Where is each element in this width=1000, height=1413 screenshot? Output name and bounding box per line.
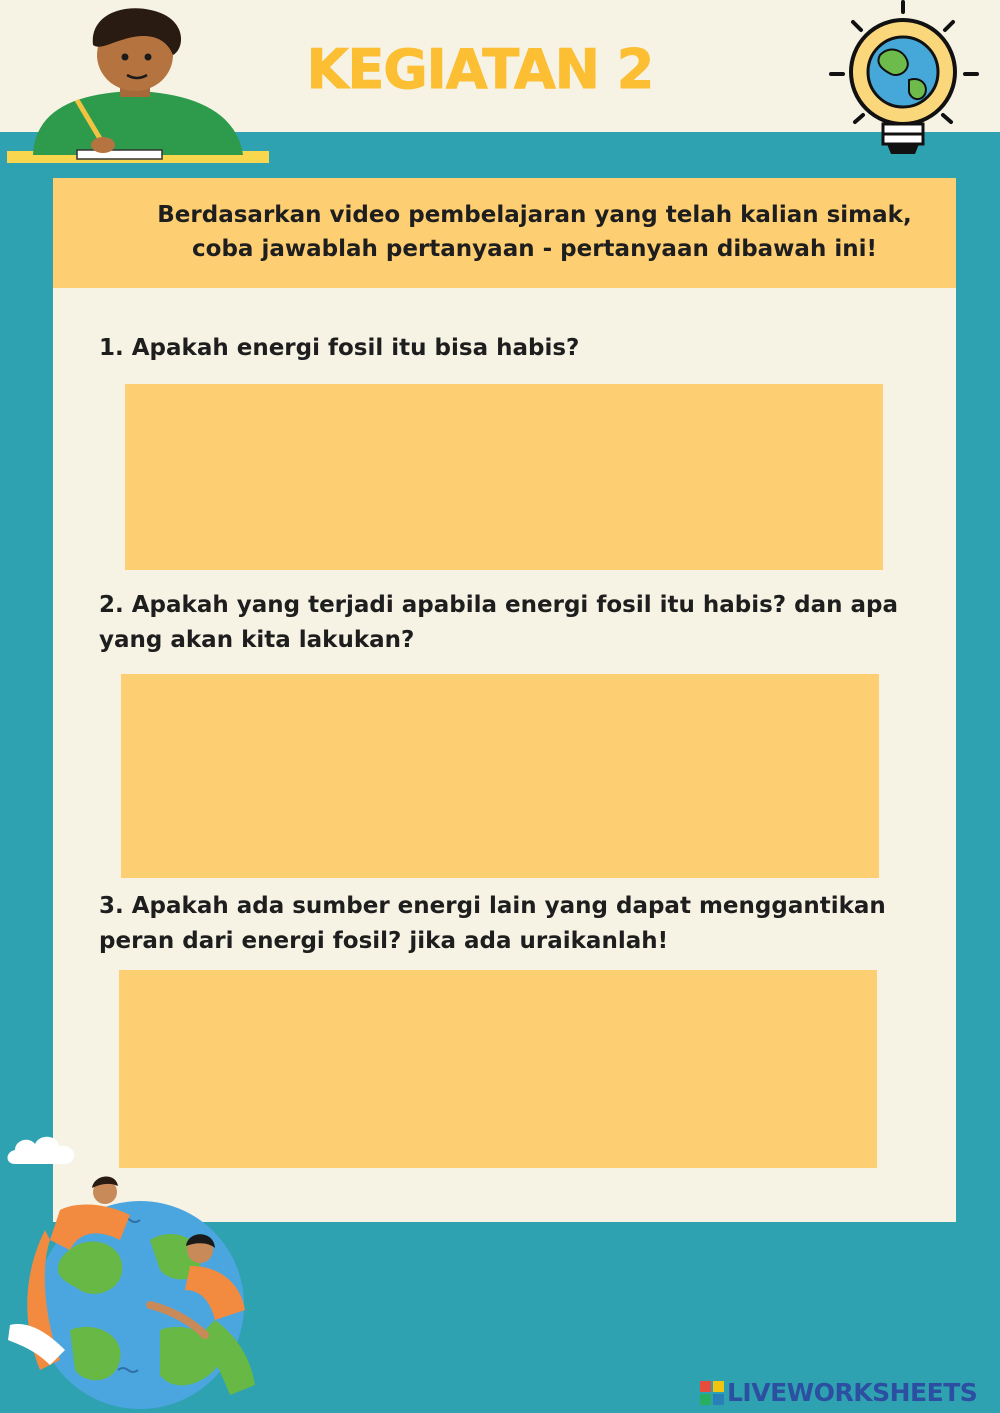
question-1-text: 1. Apakah energi fosil itu bisa habis?: [99, 335, 580, 361]
lightbulb-globe-icon: [825, 0, 985, 160]
liveworksheets-logo: [700, 1375, 995, 1411]
worksheet-card: [53, 178, 956, 1222]
question-3-text: 3. Apakah ada sumber energi lain yang dapat menggantikan peran dari energi fosil? jika ada uraikanlah!: [99, 893, 886, 954]
liveworksheets-logo-text: LIVEWORKSHEETS: [727, 1378, 978, 1407]
instruction-banner: [53, 178, 956, 288]
cloud-icon: [5, 1130, 80, 1170]
liveworksheets-logo-icon: [700, 1381, 724, 1405]
answer-3-input[interactable]: [119, 970, 877, 1168]
page-title: KEGIATAN 2: [306, 38, 654, 101]
people-hugging-earth-illustration: [0, 1170, 310, 1413]
instruction-text: [113, 198, 956, 266]
instruction-line-1: Berdasarkan video pembelajaran yang telah kalian simak,: [157, 202, 912, 228]
question-2-text: 2. Apakah yang terjadi apabila energi fosil itu habis? dan apa yang akan kita lakukan?: [99, 592, 899, 653]
instruction-line-2: coba jawablah pertanyaan - pertanyaan dibawah ini!: [192, 236, 877, 262]
student-writing-illustration: [5, 5, 270, 167]
answer-2-input[interactable]: [121, 674, 879, 878]
answer-1-input[interactable]: [125, 384, 883, 570]
